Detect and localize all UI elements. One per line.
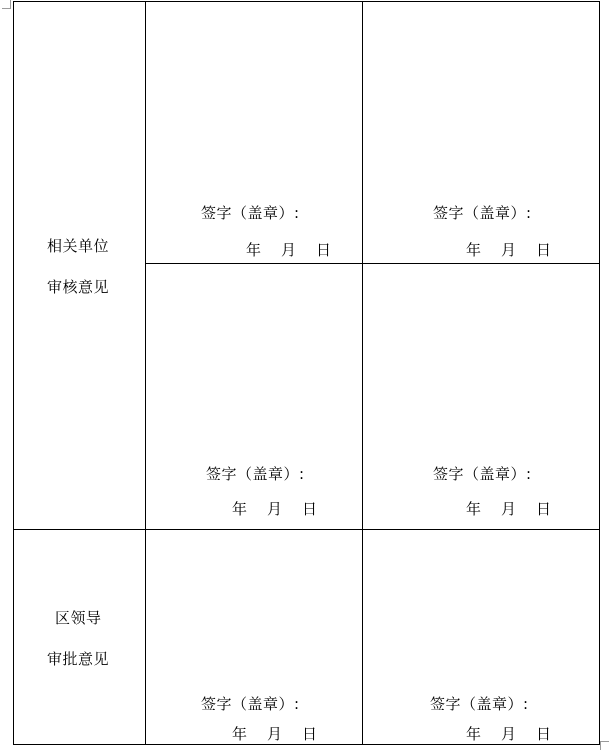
section-label-district-leader-line2: 审批意见 bbox=[47, 650, 110, 668]
date-day: 日 bbox=[536, 725, 552, 743]
section-label-related-units-line2: 审核意见 bbox=[47, 278, 110, 296]
date-year: 年 bbox=[232, 725, 248, 743]
section-label-related-units-line1: 相关单位 bbox=[47, 237, 110, 255]
date-day: 日 bbox=[536, 500, 552, 518]
signature-label: 签字（盖章）: bbox=[433, 465, 532, 483]
column-divider bbox=[145, 1, 146, 745]
date-day: 日 bbox=[316, 241, 332, 259]
signature-date bbox=[232, 724, 317, 744]
signature-date bbox=[232, 499, 317, 519]
date-month: 月 bbox=[501, 725, 517, 743]
signature-date bbox=[466, 499, 551, 519]
signature-label: 签字（盖章）: bbox=[201, 204, 300, 222]
signature-label: 签字（盖章）: bbox=[430, 695, 529, 713]
date-month: 月 bbox=[267, 725, 283, 743]
date-year: 年 bbox=[466, 500, 482, 518]
signature-label: 签字（盖章）: bbox=[433, 204, 532, 222]
signature-date bbox=[246, 240, 331, 260]
section-label-district-leader-line1: 区领导 bbox=[55, 609, 102, 627]
date-month: 月 bbox=[501, 500, 517, 518]
signature-date bbox=[466, 724, 551, 744]
table-border-top bbox=[13, 1, 600, 2]
signature-label: 签字（盖章）: bbox=[201, 695, 300, 713]
signature-date bbox=[466, 240, 551, 260]
date-day: 日 bbox=[302, 500, 318, 518]
row-divider bbox=[145, 263, 600, 264]
date-month: 月 bbox=[501, 241, 517, 259]
table-border-left bbox=[13, 1, 14, 745]
date-year: 年 bbox=[466, 241, 482, 259]
signature-label: 签字（盖章）: bbox=[206, 465, 305, 483]
table-border-right bbox=[599, 1, 600, 745]
date-day: 日 bbox=[536, 241, 552, 259]
date-month: 月 bbox=[267, 500, 283, 518]
date-year: 年 bbox=[232, 500, 248, 518]
table-border-bottom bbox=[13, 744, 600, 745]
date-month: 月 bbox=[281, 241, 297, 259]
section-divider bbox=[13, 529, 600, 530]
date-year: 年 bbox=[246, 241, 262, 259]
column-divider bbox=[362, 1, 363, 745]
page-corner-mark bbox=[2, 0, 11, 9]
date-day: 日 bbox=[302, 725, 318, 743]
date-year: 年 bbox=[466, 725, 482, 743]
